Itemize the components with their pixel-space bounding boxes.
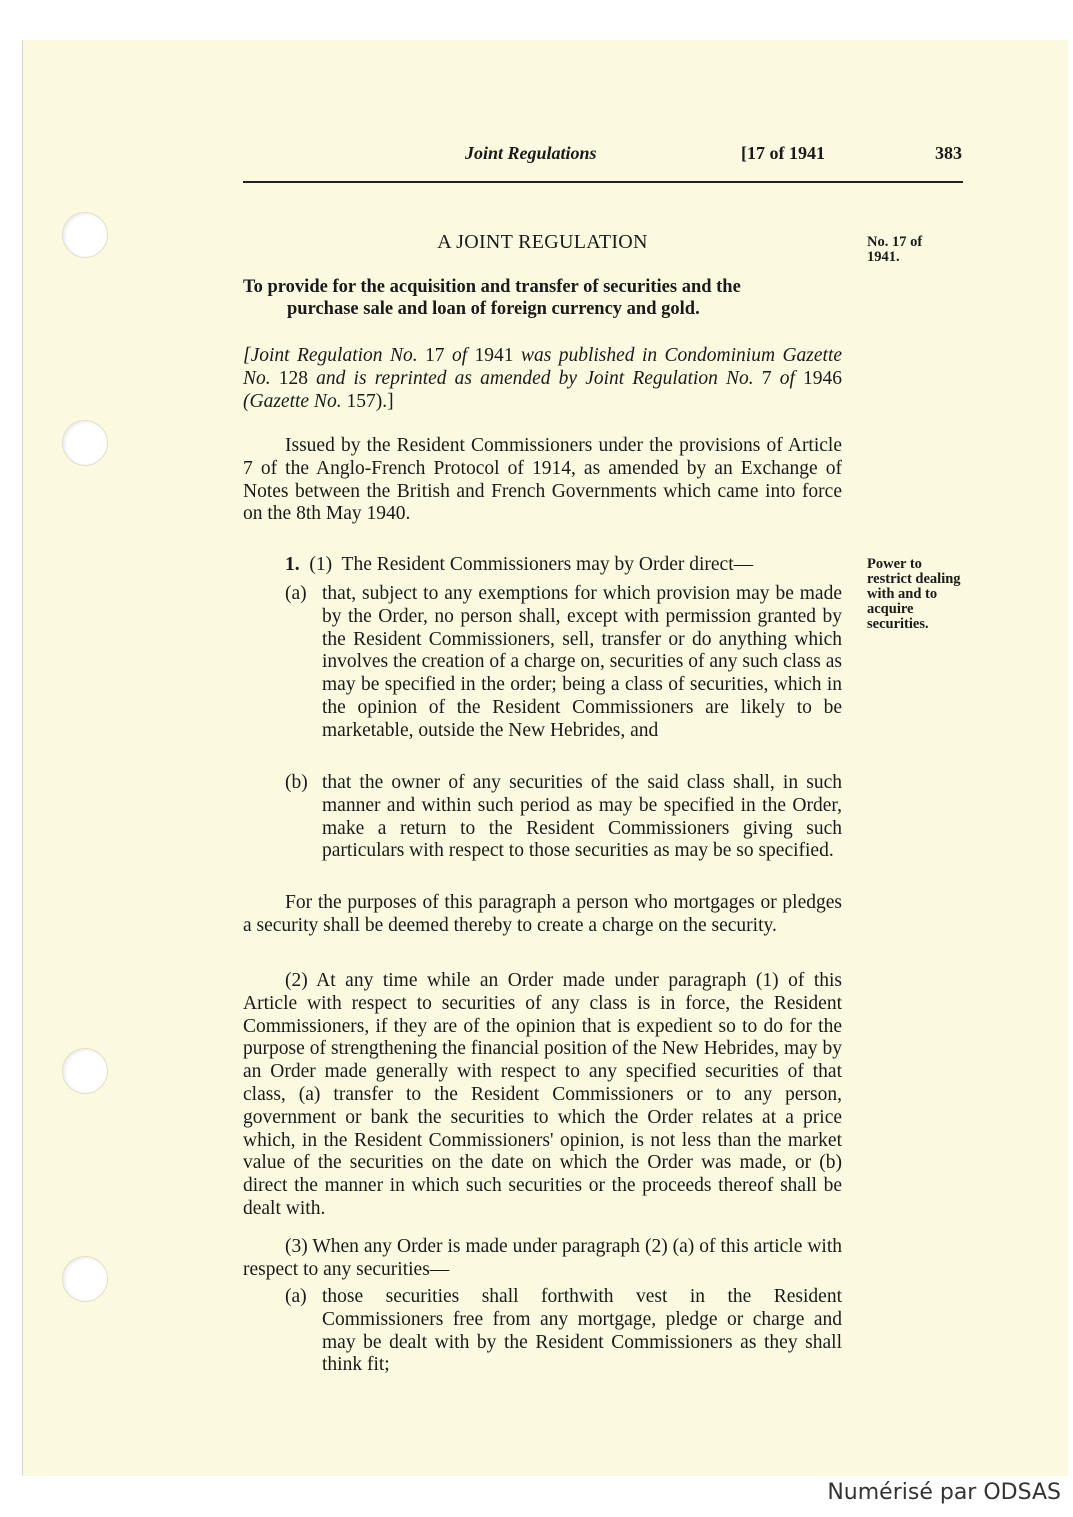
item-a: [285, 583, 842, 743]
purposes-paragraph: For the purposes of this paragraph a person who mortgages or pledges a security shall be deemed thereby to create a charge on the security.: [243, 892, 842, 936]
item-text: that, subject to any exemptions for which provision may be made by the Order, no person shall, except with permission granted by the Resident Commissioners, sell, transfer or do anything which involves the creation of a charge on, securities of any such class as may be specified in the order; being a class of securities, which in the opinion of the Resident Commissioners are likely to be marketable, outside the New Hebrides, and: [322, 583, 843, 741]
article-1-heading: [285, 554, 842, 577]
subclause-2: (2) At any time while an Order made under paragraph (1) of this Article with respect to securities of any class is in force, the Resident Commissioners, if they are of the opinion that is expedient so to do for the purpose of strengthening the financial position of the New Hebrides, may by an Order made generally with respect to any specified securities of that class, (a) transfer to the Resident Commissioners or to any person, government or bank the securities to which the Order relates at a price which, in the Resident Commissioners' opinion, is not less than the market value of the securities on the date on which the Order was made, or (b) direct the manner in which such securities or the proceeds thereof shall be dealt with.: [243, 970, 842, 1219]
item-label: (a): [285, 583, 307, 604]
item-label: (b): [285, 772, 308, 793]
punch-hole: [62, 1048, 108, 1094]
punch-hole: [62, 420, 108, 466]
article-1-margin-note: Power to restrict dealing with and to acquire securities.: [867, 556, 961, 632]
subclause-3-item-a: [285, 1286, 842, 1377]
clause-number: 1.: [285, 554, 300, 575]
punch-hole: [62, 1256, 108, 1302]
subclause-label: (1): [309, 554, 333, 575]
page-number: 383: [935, 143, 962, 163]
item-b: [285, 772, 842, 863]
item-text: that the owner of any securities of the said class shall, in such manner and within such period as may be specified in the Order, make a return to the Resident Commissioners giving such particulars with respect to those securities as may be so specified.: [322, 772, 842, 862]
item-text: those securities shall forthwith vest in the Resident Commissioners free from any mortgage, pledge or charge and may be dealt with by the Resident Commissioners as they shall think fit;: [322, 1286, 842, 1376]
punch-hole: [62, 212, 108, 258]
publication-note: [Joint Regulation No. 17 of 1941 was published in Condominium Gazette No. 128 and is reprinted as amended by Joint Regulation No. 7 of 1946 (Gazette No. 157).]: [243, 345, 843, 412]
long-title-line-1: To provide for the acquisition and transfer of securities and the: [243, 277, 741, 297]
header-rule: [243, 181, 963, 183]
regulation-number-note: No. 17 of 1941.: [867, 234, 923, 265]
regulation-title: A JOINT REGULATION: [437, 231, 648, 253]
item-label: (a): [285, 1286, 307, 1307]
subclause-text: The Resident Commissioners may by Order direct—: [341, 554, 754, 575]
long-title-line-2: purchase sale and loan of foreign currency and gold.: [287, 299, 700, 319]
scan-credit: Numérisé par ODSAS: [827, 1480, 1061, 1505]
long-title: [243, 276, 842, 320]
running-head-number: [17 of 1941: [741, 143, 825, 163]
preamble: Issued by the Resident Commissioners under the provisions of Article 7 of the Anglo-French Protocol of 1914, as amended by an Exchange of Notes between the British and French Governments which came into force on the 8th May 1940.: [243, 435, 842, 525]
subclause-3: (3) When any Order is made under paragraph (2) (a) of this article with respect to any securities—: [243, 1236, 842, 1280]
running-head-title: Joint Regulations: [465, 143, 597, 163]
